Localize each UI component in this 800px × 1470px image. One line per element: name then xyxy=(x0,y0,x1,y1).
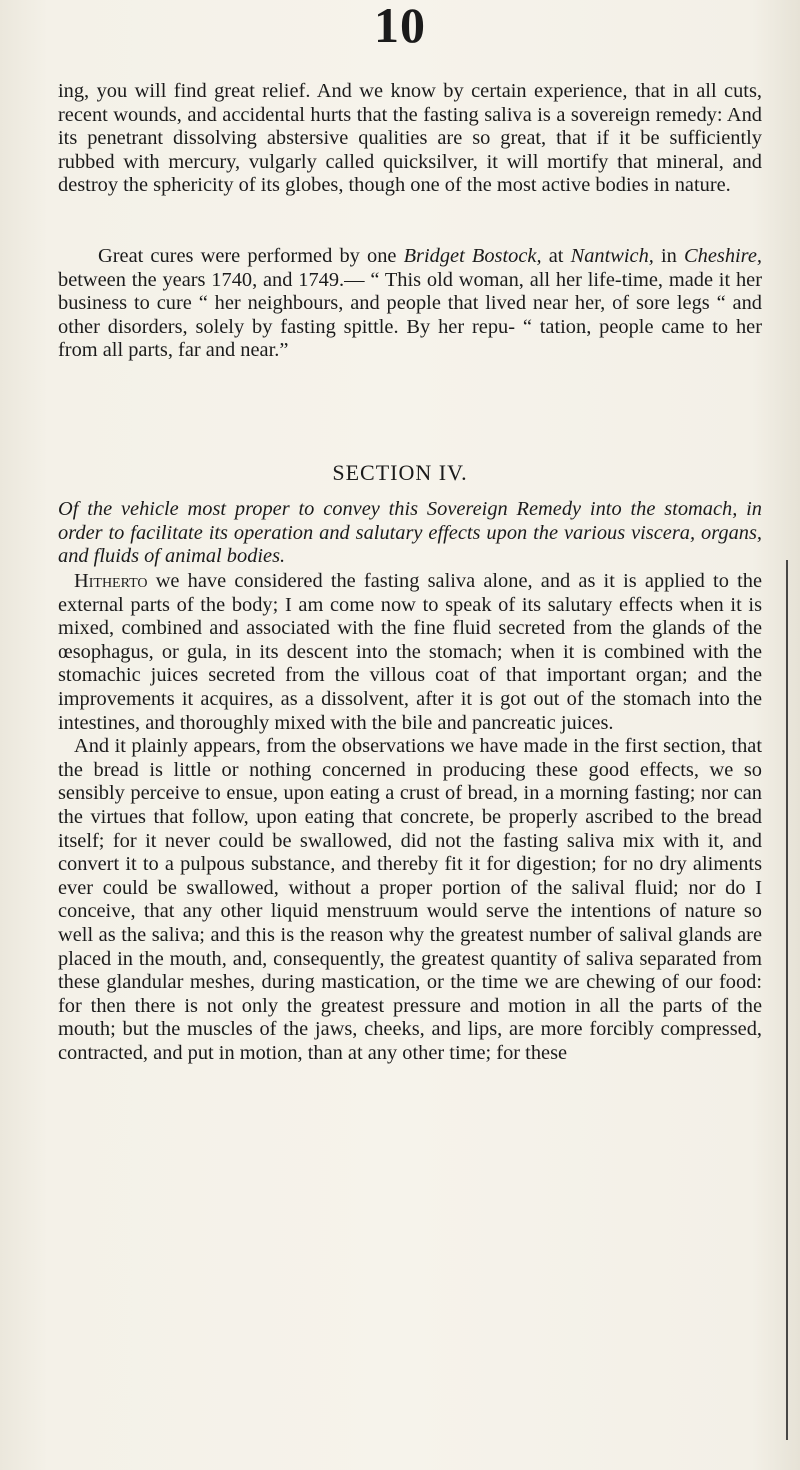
section-body xyxy=(58,570,762,1065)
county-name: Cheshire, xyxy=(684,245,762,267)
anecdote-paragraph xyxy=(58,245,762,363)
anecdote-lead: Great cures were performed by one xyxy=(98,245,404,267)
section-subtitle: Of the vehicle most proper to convey this Sovereign Remedy into the stomach, in order to facilitate its operation and salutary effects upon the various viscera, organs, and fluids of animal bodies. xyxy=(58,498,762,568)
place-name: Nantwich, xyxy=(570,245,654,267)
person-name: Bridget Bostock, xyxy=(403,245,542,267)
anecdote-in: in xyxy=(653,245,685,267)
paragraph-text: ing, you will find great relief. And we know by certain experience, that in all cuts, recent wounds, and accidental hurts that the fasting saliva is a sovereign remedy: And its penetrant dissolving abstersive qualities are so great, that if it be sufficiently rubbed with mercury, vulgarly called quicksilver, it will mortify that mineral, and destroy the sphericity of its globes, though one of the most active bodies in nature. xyxy=(58,80,762,197)
continuation-paragraph xyxy=(58,80,762,198)
paragraph-text: And it plainly appears, from the observations we have made in the first section, that the bread is little or nothing concerned in producing these good effects, we so sensibly perceive to ensue, upon eating a crust of bread, in a morning fasting; nor can the virtues that follow, upon eating that concrete, be properly ascribed to the bread itself; for it never could be swallowed, did not the fasting saliva mix with it, and convert it to a pulpous substance, and thereby fit it for digestion; for no dry aliments ever could be swallowed, without a proper portion of the salival fluid; nor do I conceive, that any other liquid menstruum would serve the intentions of nature so well as the saliva; and this is the reason why the greatest number of salival glands are placed in the mouth, and, consequently, the greatest quantity of saliva separated from these glandular meshes, during mastication, or the time we are chewing of our food: for then there is not only the greatest pressure and motion in all the parts of the mouth; but the muscles of the jaws, cheeks, and lips, are more forcibly compressed, contracted, and put in motion, than at any other time; for these xyxy=(58,735,762,1064)
paragraph-text xyxy=(58,245,762,363)
anecdote-rest: between the years 1740, and 1749.— “ This old woman, all her life-time, made it her business to cure “ her neighbours, and people that lived near her, of sore legs “ and other disorders, solely by fasting spittle. By her repu- “ tation, people came to her from all parts, far and near.” xyxy=(58,268,762,362)
paragraph-1-text: we have considered the fasting saliva alone, and as it is applied to the external parts of the body; I am come now to speak of its salutary effects when it is mixed, combined and associated with the fine fluid secreted from the glands of the œsophagus, or gula, in its descent into the stomach; when it is combined with the stomachic juices secreted from the villous coat of that important organ; and the improvements it acquires, as a dissolvent, after it is got out of the stomach into the intestines, and thoroughly mixed with the bile and pancreatic juices. xyxy=(58,570,762,734)
lead-word: Hitherto xyxy=(74,570,148,592)
page-number: 10 xyxy=(374,0,426,53)
page-edge-shadow xyxy=(786,560,788,1440)
section-heading: SECTION IV. xyxy=(332,460,468,485)
anecdote-at: at xyxy=(541,245,571,267)
paragraph-text xyxy=(58,570,762,735)
